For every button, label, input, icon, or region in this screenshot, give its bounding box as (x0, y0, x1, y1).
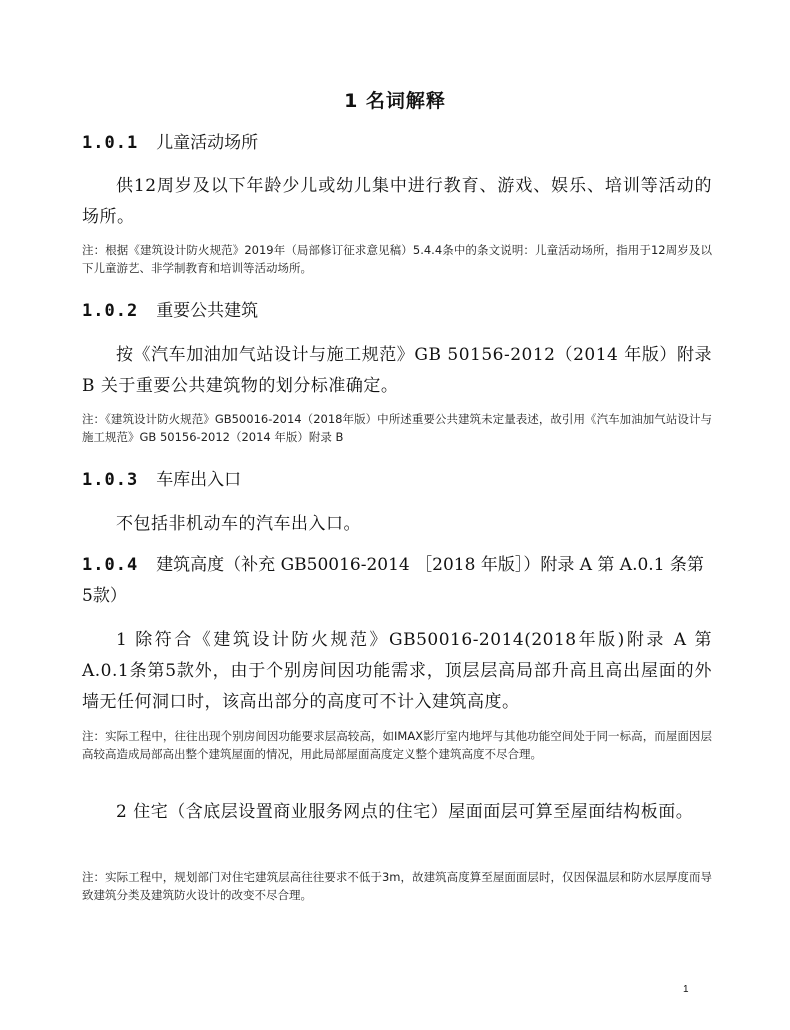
section-body-1-0-1: 供12周岁及以下年龄少儿或幼儿集中进行教育、游戏、娱乐、培训等活动的场所。 (82, 176, 712, 227)
list-item-1-body: 1 除符合《建筑设计防火规范》GB50016-2014(2018年版)附录 A 第A.0.1条第5款外，由于个别房间因功能需求，顶层层高局部升高且高出屋面的外墙无任何洞口时，该高出部分的高度可不计入建筑高度。 (82, 630, 712, 712)
section-body-1-0-3: 不包括非机动车的汽车出入口。 (116, 514, 361, 534)
section-title: 重要公共建筑 (156, 301, 259, 321)
section-heading-1-0-3 (82, 465, 712, 495)
section-title: 儿童活动场所 (156, 133, 259, 153)
chapter-title: 1 名词解释 (344, 90, 446, 112)
list-item-2-note: 注：实际工程中，规划部门对住宅建筑层高往往要求不低于3m，故建筑高度算至屋面面层时，仅因保温层和防水层厚度而导致建筑分类及建筑防火设计的改变不尽合理。 (82, 870, 712, 902)
section-number: 1.0.4 (82, 555, 139, 575)
section-title: 建筑高度（补充 GB50016-2014 ［2018 年版］）附录 A 第 A.0.1 条第5款） (82, 555, 704, 606)
section-heading-1-0-1 (82, 128, 712, 158)
section-heading-1-0-2 (82, 296, 712, 326)
section-body-1-0-2: 按《汽车加油加气站设计与施工规范》GB 50156-2012（2014 年版）附录 B 关于重要公共建筑物的划分标准确定。 (82, 345, 712, 396)
section-number: 1.0.3 (82, 470, 139, 490)
section-heading-1-0-4 (82, 550, 712, 612)
page-number: 1 (683, 984, 689, 995)
section-note-1-0-2: 注：《建筑设计防火规范》GB50016-2014（2018年版）中所述重要公共建筑未定量表述，故引用《汽车加油加气站设计与施工规范》GB 50156-2012（2014 年版）附录 B (82, 412, 712, 444)
section-note-1-0-1: 注：根据《建筑设计防火规范》2019年（局部修订征求意见稿）5.4.4条中的条文说明：儿童活动场所，指用于12周岁及以下儿童游艺、非学制教育和培训等活动场所。 (82, 243, 712, 275)
list-item-1-note: 注：实际工程中，往往出现个别房间因功能要求层高较高，如IMAX影厅室内地坪与其他功能空间处于同一标高，而屋面因层高较高造成局部高出整个建筑屋面的情况，用此局部屋面高度定义整个建筑高度不尽合理。 (82, 729, 712, 761)
section-number: 1.0.2 (82, 301, 139, 321)
list-item-2-body: 2 住宅（含底层设置商业服务网点的住宅）屋面面层可算至屋面结构板面。 (116, 802, 694, 822)
section-title: 车库出入口 (156, 470, 242, 490)
section-number: 1.0.1 (82, 133, 139, 153)
